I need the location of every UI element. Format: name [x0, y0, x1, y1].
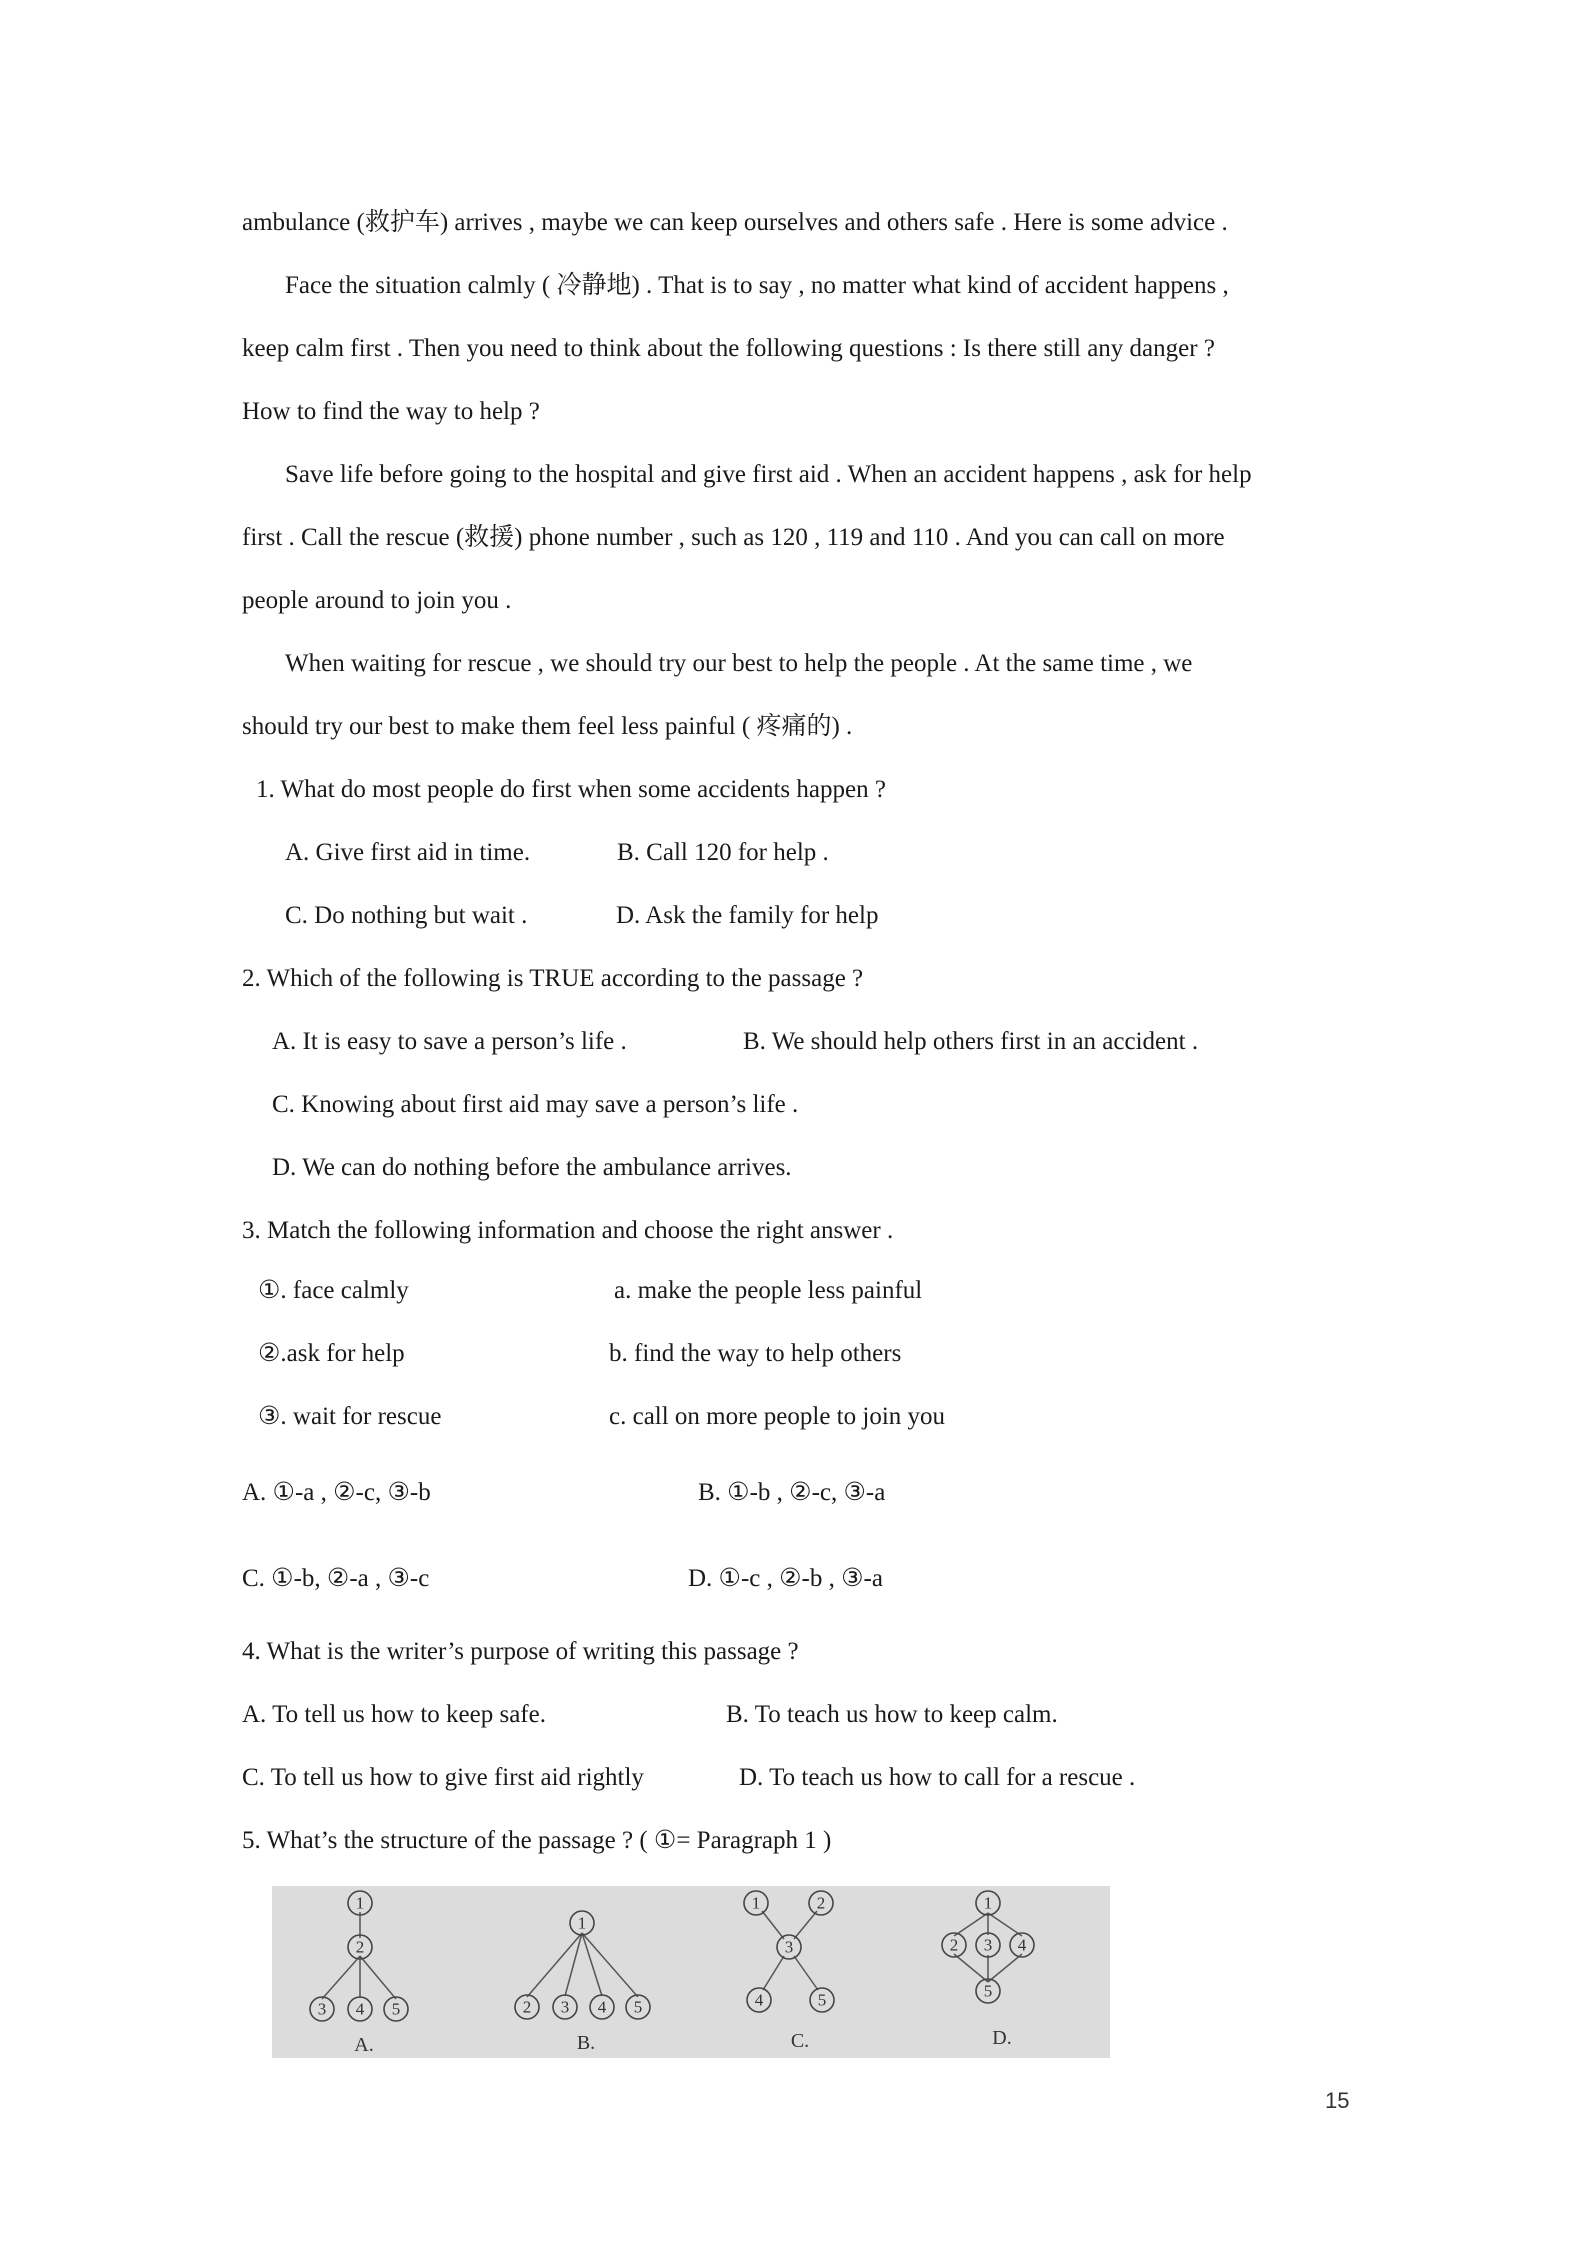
q3-right-item: a. make the people less painful: [614, 1277, 923, 1304]
node-3: [310, 1997, 334, 2021]
node-1: [348, 1891, 372, 1915]
q3-right-item: b. find the way to help others: [609, 1340, 902, 1367]
passage-line-1: ambulance (救护车) arrives , maybe we can keep ourselves and others safe . Here is some advice .: [242, 209, 1228, 236]
svg-text:3: 3: [983, 1935, 993, 1955]
node-4: [1010, 1933, 1034, 1957]
svg-text:4: 4: [1017, 1935, 1027, 1955]
q4-option-b: B. To teach us how to keep calm.: [726, 1701, 1058, 1728]
node-1: [570, 1911, 594, 1935]
node-5: [626, 1995, 650, 2019]
q3-option-a: A. ①-a , ②-c, ③-b: [242, 1479, 431, 1506]
structure-diagram-c: [744, 1891, 834, 2052]
passage-line-4: How to find the way to help ?: [242, 398, 540, 425]
passage-line-9: should try our best to make them feel less painful ( 疼痛的) .: [242, 713, 853, 740]
passage-line-2: Face the situation calmly ( 冷静地) . That is to say , no matter what kind of accident happens ,: [285, 272, 1229, 299]
node-2: [942, 1933, 966, 1957]
q4-option-a: A. To tell us how to keep safe.: [242, 1701, 546, 1728]
q1-option-d: D. Ask the family for help: [616, 902, 879, 929]
passage-line-7: people around to join you .: [242, 587, 512, 614]
structure-diagrams: [272, 1886, 1110, 2058]
q2-stem: 2. Which of the following is TRUE according to the passage ?: [242, 965, 864, 992]
passage-line-5: Save life before going to the hospital and give first aid . When an accident happens , ask for help: [285, 461, 1252, 488]
q1-option-a: A. Give first aid in time.: [285, 839, 531, 866]
passage-line-3: keep calm first . Then you need to think about the following questions : Is there still any danger ?: [242, 335, 1215, 362]
q3-stem: 3. Match the following information and choose the right answer .: [242, 1217, 894, 1244]
q2-option-a: A. It is easy to save a person’s life .: [272, 1028, 627, 1055]
structure-diagram-b: [515, 1911, 650, 2054]
node-2: [515, 1995, 539, 2019]
svg-text:3: 3: [784, 1937, 794, 1957]
passage-line-6: first . Call the rescue (救援) phone number , such as 120 , 119 and 110 . And you can call on more: [242, 524, 1225, 551]
structure-diagram-d: [942, 1891, 1034, 2049]
node-3: [976, 1933, 1000, 1957]
diagram-caption-d: D.: [992, 2027, 1012, 2049]
q3-left-item: ①. face calmly: [258, 1277, 409, 1304]
node-5: [384, 1997, 408, 2021]
svg-text:2: 2: [949, 1935, 959, 1955]
passage-line-8: When waiting for rescue , we should try our best to help the people . At the same time , we: [285, 650, 1193, 677]
page-number: 15: [1325, 2088, 1350, 2113]
svg-text:5: 5: [817, 1990, 827, 2010]
diagram-caption-b: B.: [576, 2032, 596, 2054]
q3-option-b: B. ①-b , ②-c, ③-a: [698, 1479, 886, 1506]
svg-text:2: 2: [816, 1893, 826, 1913]
svg-text:1: 1: [983, 1893, 993, 1913]
node-3: [777, 1935, 801, 1959]
node-5: [810, 1988, 834, 2012]
q2-option-d: D. We can do nothing before the ambulance arrives.: [272, 1154, 792, 1181]
svg-text:5: 5: [633, 1997, 643, 2017]
node-1: [976, 1891, 1000, 1915]
q2-option-b: B. We should help others first in an accident .: [743, 1028, 1199, 1055]
node-1: [744, 1891, 768, 1915]
q4-option-c: C. To tell us how to give first aid rightly: [242, 1764, 644, 1791]
node-5: [976, 1979, 1000, 2003]
q3-option-d: D. ①-c , ②-b , ③-a: [688, 1565, 883, 1592]
svg-text:4: 4: [355, 1999, 365, 2019]
q4-stem: 4. What is the writer’s purpose of writing this passage ?: [242, 1638, 799, 1665]
node-4: [747, 1988, 771, 2012]
q3-right-item: c. call on more people to join you: [609, 1403, 946, 1430]
structure-diagram-a: [310, 1891, 408, 2056]
node-2: [809, 1891, 833, 1915]
q1-stem: 1. What do most people do first when some accidents happen ?: [256, 776, 886, 803]
q2-option-c: C. Knowing about first aid may save a person’s life .: [272, 1091, 799, 1118]
node-2: [348, 1935, 372, 1959]
q3-option-c: C. ①-b, ②-a , ③-c: [242, 1565, 430, 1592]
node-4: [590, 1995, 614, 2019]
svg-text:4: 4: [754, 1990, 764, 2010]
svg-text:1: 1: [355, 1893, 365, 1913]
q3-left-item: ②.ask for help: [258, 1340, 405, 1367]
structure-diagrams-figure: [272, 1886, 1110, 2058]
node-4: [348, 1997, 372, 2021]
q1-option-c: C. Do nothing but wait .: [285, 902, 528, 929]
q5-stem: 5. What’s the structure of the passage ? ( ①= Paragraph 1 ): [242, 1827, 832, 1854]
svg-text:5: 5: [983, 1981, 993, 2001]
svg-text:2: 2: [522, 1997, 532, 2017]
svg-text:4: 4: [597, 1997, 607, 2017]
node-3: [553, 1995, 577, 2019]
svg-text:2: 2: [355, 1937, 365, 1957]
svg-text:5: 5: [391, 1999, 401, 2019]
diagram-caption-c: C.: [790, 2030, 810, 2052]
svg-text:3: 3: [560, 1997, 570, 2017]
diagram-caption-a: A.: [354, 2034, 374, 2056]
svg-text:3: 3: [317, 1999, 327, 2019]
svg-text:1: 1: [751, 1893, 761, 1913]
svg-text:1: 1: [577, 1913, 587, 1933]
q3-left-item: ③. wait for rescue: [258, 1403, 442, 1430]
q4-option-d: D. To teach us how to call for a rescue .: [739, 1764, 1136, 1791]
q1-option-b: B. Call 120 for help .: [617, 839, 829, 866]
